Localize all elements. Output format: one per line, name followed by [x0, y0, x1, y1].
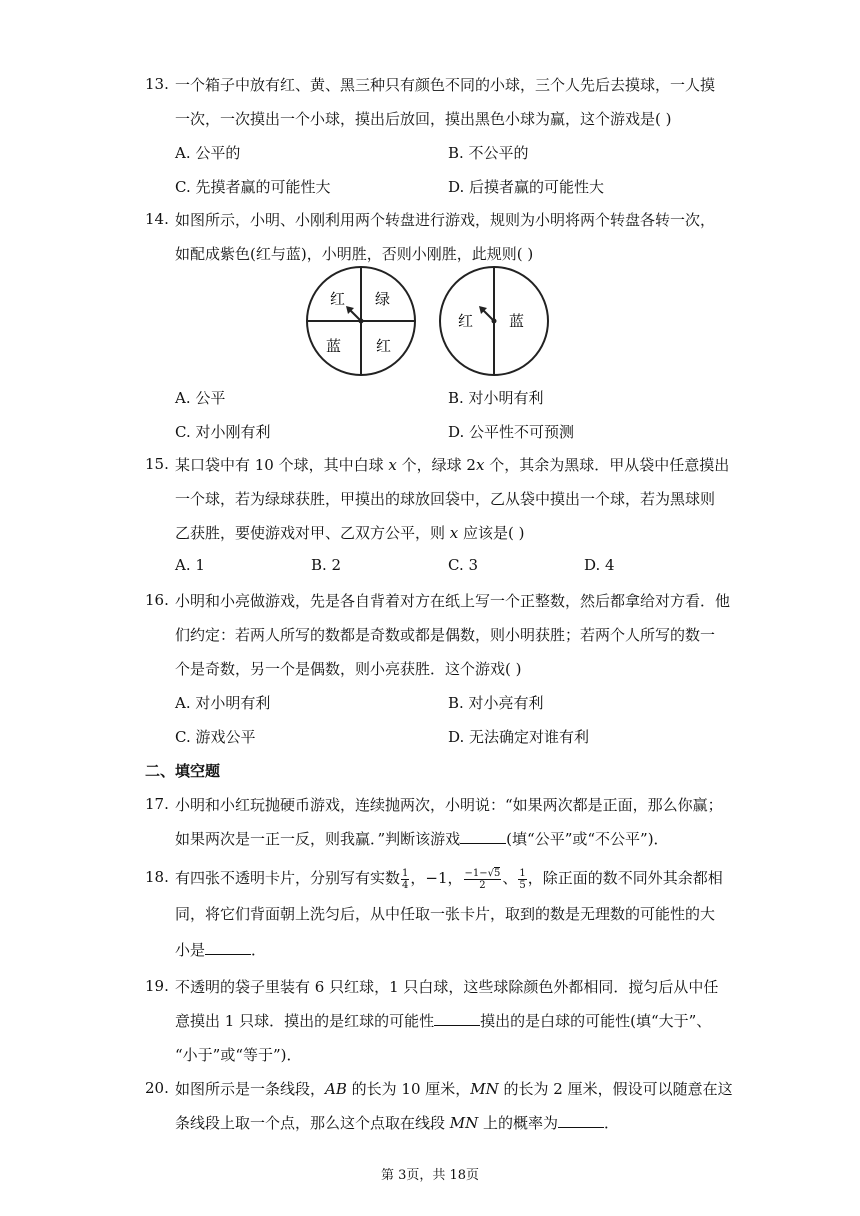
spinner-two-sectors	[437, 264, 551, 378]
question-number: 14.	[145, 210, 169, 228]
question-number: 16.	[145, 591, 169, 609]
sector-label: 绿	[375, 290, 391, 308]
fraction-irrational: $\frac{-1-√5}{2}$	[464, 867, 501, 891]
question-text: 不透明的袋子里装有 6 只红球，1 只白球，这些球除颜色外都相同．搅匀后从中任	[175, 978, 719, 996]
option-c: C. 游戏公平	[175, 728, 256, 746]
question-number: 19.	[145, 977, 169, 995]
question-number: 17.	[145, 795, 169, 813]
option-a: A. 对小明有利	[175, 694, 271, 712]
question-text: 如图所示是一条线段，AB 的长为 10 厘米，MN 的长为 2 厘米，假设可以随意在这	[175, 1080, 733, 1098]
question-text: 一个箱子中放有红、黄、黑三种只有颜色不同的小球，三个人先后去摸球，一人摸	[175, 76, 716, 94]
question-text: “小于”或“等于”)．	[175, 1046, 302, 1064]
option-b: B. 不公平的	[448, 144, 529, 162]
sector-label: 红	[458, 312, 474, 330]
option-a: A. 公平	[175, 389, 226, 407]
spinner-four-sectors	[304, 264, 418, 378]
question-text: 有四张不透明卡片，分别写有实数 $\frac{1}{4}$ ，−1， $\frac{-1-√5}{2}$ 、 $\frac{1}{5}$ ，除正面的数不同外其余都相	[175, 867, 723, 891]
option-c: C. 先摸者赢的可能性大	[175, 178, 331, 196]
option-d: D. 4	[584, 556, 615, 574]
sector-label: 红	[376, 337, 392, 355]
sector-label: 蓝	[509, 312, 525, 330]
question-number: 20.	[145, 1079, 169, 1097]
section-heading: 二、填空题	[145, 762, 221, 780]
question-text: 一个球，若为绿球获胜，甲摸出的球放回袋中，乙从袋中摸出一个球，若为黑球则	[175, 490, 716, 508]
question-number: 18.	[145, 868, 169, 886]
question-text: 条线段上取一个点，那么这个点取在线段 MN 上的概率为 ．	[175, 1106, 725, 1140]
answer-blank	[205, 938, 251, 955]
question-text: 如配成紫色(红与蓝)，小明胜，否则小刚胜，此规则( )	[175, 245, 534, 263]
question-text: 某口袋中有 10 个球，其中白球 x 个，绿球 2x 个，其余为黑球．甲从袋中任意摸出	[175, 456, 730, 474]
page-footer: 第 3页，共 18页	[380, 1168, 480, 1183]
option-b: B. 2	[311, 556, 342, 574]
question-text: 个是奇数，另一个是偶数，则小亮获胜．这个游戏( )	[175, 660, 522, 678]
option-a: A. 1	[175, 556, 205, 574]
question-text: 小明和小红玩抛硬币游戏，连续抛两次，小明说：“如果两次都是正面，那么你赢；	[175, 796, 723, 814]
question-text: 们约定：若两人所写的数都是奇数或都是偶数，则小明获胜；若两个人所写的数一	[175, 626, 716, 644]
fraction-one-quarter: $\frac{1}{4}$	[402, 867, 409, 891]
question-text: 意摸出 1 只球．摸出的是红球的可能性 摸出的是白球的可能性(填“大于”、	[175, 1004, 725, 1038]
option-c: C. 3	[448, 556, 479, 574]
option-d: D. 公平性不可预测	[448, 423, 575, 441]
question-text: 小是 ．	[175, 932, 725, 968]
option-b: B. 对小明有利	[448, 389, 544, 407]
answer-blank	[434, 1009, 480, 1026]
question-text: 如图所示，小明、小刚利用两个转盘进行游戏，规则为小明将两个转盘各转一次，	[175, 211, 716, 229]
fraction-one-fifth: $\frac{1}{5}$	[519, 867, 526, 891]
option-b: B. 对小亮有利	[448, 694, 544, 712]
answer-blank	[460, 827, 506, 844]
answer-blank	[558, 1111, 604, 1128]
option-d: D. 后摸者赢的可能性大	[448, 178, 605, 196]
question-number: 15.	[145, 455, 169, 473]
option-c: C. 对小刚有利	[175, 423, 271, 441]
question-text: 乙获胜，要使游戏对甲、乙双方公平，则 x 应该是( )	[175, 524, 525, 542]
option-d: D. 无法确定对谁有利	[448, 728, 590, 746]
question-text: 如果两次是一正一反，则我赢．”判断该游戏 (填“公平”或“不公平”)．	[175, 822, 725, 856]
question-text: 小明和小亮做游戏，先是各自背着对方在纸上写一个正整数，然后都拿给对方看．他	[175, 592, 731, 610]
question-text: 同，将它们背面朝上洗匀后，从中任取一张卡片，取到的数是无理数的可能性的大	[175, 905, 716, 923]
sector-label: 蓝	[326, 337, 342, 355]
question-text: 一次，一次摸出一个小球，摸出后放回，摸出黑色小球为赢，这个游戏是( )	[175, 110, 672, 128]
option-a: A. 公平的	[175, 144, 241, 162]
sector-label: 红	[330, 290, 346, 308]
question-number: 13.	[145, 75, 169, 93]
